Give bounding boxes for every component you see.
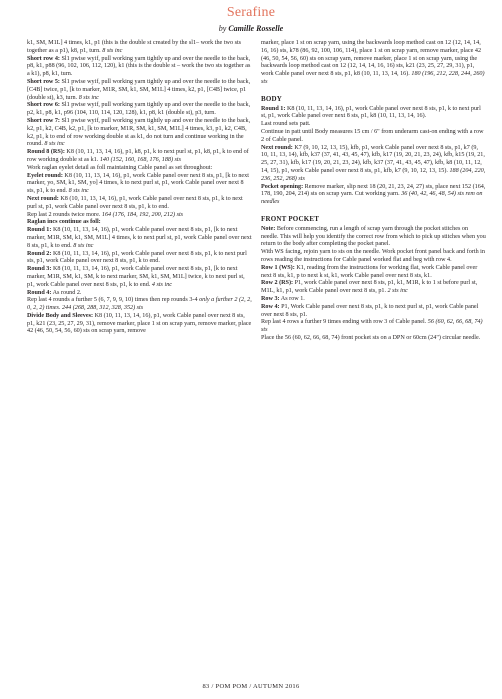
instruction-text: P1, Work Cable panel over next 8 sts, p1, k to next purl st, p1, work Cable panel over next 8 sts, p1. bbox=[261, 303, 479, 318]
stitch-count-note: 36 (40, 42, 46, 48, 54) sts rem on needles bbox=[261, 191, 483, 206]
instruction-text: Continue in patt until Body measures 15 cm / 6" from underarm cast-on ending with a row 2 of Cable panel. bbox=[261, 128, 484, 143]
instruction-label: Short row 5: bbox=[27, 78, 60, 85]
instruction-paragraph bbox=[261, 335, 486, 343]
instruction-label: Row 4: bbox=[261, 303, 280, 310]
instruction-text: K7 (9, 10, 12, 13, 15), kfb, p1, work Cable panel over next 8 sts, p1, k7 (9, 10, 11, 13, 14), kfb, k37 (37, 41, 43, 45, 47), kfb, k17 (19, 20, 21, 23, 24), kfb, k15 (19, 21, 25, 27, 31), kfb, k17 (19, 20, 21, 23, 24), kfb, k37 (37, 41, 43, 45, 47), kfb, k8 (10, 11, 12, 14, 15), p1, work Cable panel over next 8 sts, p1, kfb, k7 (9, 10, 12, 13, 15). bbox=[261, 144, 485, 174]
instruction-paragraph bbox=[27, 165, 252, 173]
instruction-text: K8 (10, 11, 13, 14, 16), p1, work Cable panel over next 8 sts, p1, [k to next marker, M1R, SM, k1, SM, M1L] 4 times, k to next purl st, p1, work Cable panel over next 8 sts, p1, k to end. bbox=[27, 227, 252, 249]
instruction-label: Eyelet round: bbox=[27, 172, 63, 179]
instruction-paragraph bbox=[27, 40, 252, 56]
instruction-paragraph bbox=[27, 313, 252, 336]
instruction-text: K8 (10, 11, 13, 14, 16), p1, work Cable panel over next 8 sts, p1, k to next purl st, p1, work Cable panel over next 8 sts, p1, k8 (10, 11, 13, 14, 16). bbox=[261, 105, 481, 120]
instruction-text: Sl1 pwise wyif, pull working yarn tightly up and over the needle to the back, [C4B] twice, p1, [k to marker, M1R, SM, k1, SM, M1L] 4 times, k2, p1, [C4B] twice, p1 (double st), k3, turn. bbox=[27, 78, 251, 101]
pattern-byline bbox=[0, 24, 502, 33]
instruction-paragraph bbox=[261, 184, 486, 207]
instruction-label: Next round: bbox=[261, 144, 293, 151]
right-column-continuation bbox=[261, 40, 486, 87]
instruction-paragraph bbox=[27, 212, 252, 220]
instruction-text: Sl1 pwise wyif, pull working yarn tightly up and over the needle to the back, k2, p1, k2, C4B, k2, p1, [k to marker, M1R, SM, k1, SM, M1L] 4 times, k3, p1, k2, C4B, k2, p1, k to end of row working double st as k1, do not turn and continue working in the round. bbox=[27, 117, 251, 148]
stitch-count-note: 140 (152, 160, 168, 176, 188) sts bbox=[99, 156, 182, 163]
stitch-count-note: 8 sts inc bbox=[68, 188, 89, 195]
instruction-text: K8 (10, 11, 13, 14, 16), p1, work Cable panel over next 8 sts, p1, [k to next marker, M1R, SM, k1, SM, k to next marker, SM, k1, SM, M1L] twice, k to next purl st, p1, work Cable panel over next 8 sts, p1, k to end. bbox=[27, 266, 245, 288]
stitch-count-note: 8 sts inc bbox=[78, 94, 99, 101]
instruction-label: Note: bbox=[261, 225, 276, 232]
section-heading-front-pocket: FRONT POCKET bbox=[261, 214, 320, 223]
instruction-paragraph bbox=[261, 145, 486, 184]
instruction-paragraph bbox=[27, 79, 252, 102]
instruction-paragraph bbox=[261, 40, 486, 87]
instruction-paragraph bbox=[27, 251, 252, 267]
instruction-text: With WS facing, rejoin yarn to sts on the needle. Work pocket front panel back and forth in rows reading the instructions for Cable panel worked flat and beg with row 4. bbox=[261, 249, 485, 263]
front-pocket-section bbox=[261, 226, 486, 343]
stitch-count-note: 8 sts inc bbox=[73, 242, 94, 249]
instruction-paragraph bbox=[27, 227, 252, 250]
instruction-label: Pocket opening: bbox=[261, 183, 304, 190]
instruction-paragraph bbox=[261, 106, 486, 122]
instruction-paragraph bbox=[261, 129, 486, 145]
instruction-text: Last round sets patt. bbox=[261, 121, 311, 128]
instruction-label: Round 8 (RS): bbox=[27, 149, 65, 156]
instruction-text: K1, reading from the instructions for working flat, work Cable panel over next 8 sts, k1, p to next k st, k1, work Cable panel over next 8 sts, k1. bbox=[261, 264, 478, 279]
stitch-count-note: 188 (204, 220, 236, 252, 268) sts bbox=[261, 167, 486, 182]
stitch-count-note: 2 sts inc bbox=[387, 288, 408, 295]
instruction-paragraph bbox=[261, 249, 486, 265]
instruction-text: Before commencing, run a length of scrap yarn through the pocket stitches on needle. This will help you identify the correct row from which to pick up stitches when you return to the body after completing the pocket panel. bbox=[261, 225, 486, 248]
left-column bbox=[27, 40, 252, 336]
instruction-text: Place the 56 (60, 62, 66, 68, 74) front pocket sts on a DPN or 60cm (24") circular needle. bbox=[261, 334, 481, 341]
instruction-text: Sl1 pwise wyif, pull working yarn tightly up and over the needle to the back, p2, k1, p8, k1, p96 (104, 110, 114, 120, 128), k1, p8, k1 (double st), p3, turn. bbox=[27, 102, 251, 117]
instruction-text: Rep last 4 rows a further 9 times ending with row 3 of Cable panel. bbox=[261, 319, 428, 326]
stitch-count-note: 8 sts inc bbox=[102, 47, 123, 54]
stitch-count-note: 56 (60, 62, 66, 68, 74) sts bbox=[261, 319, 483, 334]
instruction-text: K8 (10, 11, 13, 14, 16), p1, work Cable panel over next 8 sts, p1, k to next purl sts, p1, work Cable panel over next 8 sts, p1, k to end. bbox=[27, 250, 247, 265]
instruction-label: Round 1: bbox=[261, 105, 286, 112]
instruction-text: K8 (10, 11, 13, 14, 16), p1, work Cable panel over next 8 sts, p1, k to next purl st, p1, work Cable panel over next 8 sts, p1, k to end. bbox=[27, 195, 243, 210]
instruction-text: Rep last 4 rounds a further 5 (6, 7, 9, 9, 10) times then rep rounds 3-4 bbox=[27, 297, 200, 304]
instruction-paragraph bbox=[27, 102, 252, 118]
instruction-label: Round 2: bbox=[27, 250, 52, 257]
body-section bbox=[261, 106, 486, 207]
instruction-label: Row 3: bbox=[261, 295, 280, 302]
instruction-paragraph bbox=[27, 219, 252, 227]
stitch-count-note: 164 (176, 184, 192, 200, 212) sts bbox=[101, 211, 184, 218]
instruction-paragraph bbox=[261, 226, 486, 249]
instruction-paragraph bbox=[27, 196, 252, 212]
instruction-text: K8 (10, 11, 13, 14, 16), p1, work Cable panel over next 8 sts, p1, k21 (23, 25, 27, 29, 31), remove marker, place 1 st on scrap yarn, remove marker, place 42 (46, 50, 54, 56, 60) sts on scrap yarn, remove bbox=[27, 312, 252, 335]
instruction-label: Short row 4: bbox=[27, 55, 60, 62]
instruction-label: Round 1: bbox=[27, 227, 52, 234]
instruction-paragraph bbox=[261, 280, 486, 296]
stitch-count-note: 180 (196, 212, 228, 244, 260) sts bbox=[261, 71, 485, 85]
instruction-paragraph bbox=[261, 319, 486, 335]
byline-prefix: by bbox=[218, 24, 227, 33]
instruction-paragraph bbox=[27, 266, 252, 289]
instruction-text: K8 (10, 11, 13, 14, 16), p1, work Cable panel over next 8 sts, p1, [k to next marker, yo, SM, k1, SM, yo] 4 times, k to next purl st, p1, work Cable panel over next 8 sts, p1, k to end. bbox=[27, 172, 249, 195]
instruction-text: P1, work Cable panel over next 8 sts, p1, k1, M1R, k to 1 st before purl st, M1L, k1, p1, work Cable panel over next 8 sts, p1. bbox=[261, 280, 478, 295]
pattern-title: Serafine bbox=[226, 5, 276, 20]
instruction-label: Row 1 (WS): bbox=[261, 264, 295, 271]
instruction-text: Remove marker, slip next 18 (20, 21, 23, 24, 27) sts, place next 152 (164, 178, 190, 204, 214) sts on scrap yarn. Cut working yarn. bbox=[261, 183, 486, 198]
instruction-label: Round 4: bbox=[27, 289, 52, 296]
instruction-text: Rep last 2 rounds twice more. bbox=[27, 211, 102, 218]
instruction-text: k1, SM, M1L] 4 times, k1, p1 (this is the double st created by the sl1– work the two sts together as a p1), k8, p1, turn. bbox=[27, 40, 242, 54]
instruction-label: Short row 6: bbox=[27, 102, 60, 109]
instruction-paragraph bbox=[27, 173, 252, 196]
instruction-paragraph bbox=[261, 296, 486, 304]
author-name: Camille Rosselle bbox=[228, 24, 284, 33]
instruction-label: Raglan incs continue as foll: bbox=[27, 219, 101, 226]
stitch-count-note: only a further 2 (2, 2, 0, 2, 2) times. 244 (268, 288, 312, 328, 352) sts bbox=[27, 297, 252, 312]
page-footer: 83 / POM POM / AUTUMN 2016 bbox=[202, 683, 300, 690]
instruction-text: Work raglan eyelet detail as foll maintaining Cable panel as set throughout: bbox=[27, 164, 213, 171]
stitch-count-note: 8 sts inc bbox=[44, 141, 65, 148]
stitch-count-note: 4 sts inc bbox=[151, 281, 172, 288]
instruction-text: K8 (10, 11, 13, 14, 16), p1, k8, p1, k to next purl st, p1, k8, p1, k to end of row working double st as k1. bbox=[27, 149, 249, 163]
instruction-paragraph bbox=[27, 56, 252, 79]
instruction-label: Next round: bbox=[27, 195, 59, 202]
instruction-paragraph bbox=[27, 118, 252, 149]
instruction-text: As round 2. bbox=[51, 289, 82, 296]
instruction-text: As row 1. bbox=[279, 295, 305, 302]
instruction-text: Sl1 pwise wyif, pull working yarn tightly up and over the needle to the back, p8, k1, p88 (96, 102, 106, 112, 120), k1 (this is the double st – work the two sts together as a k1), p8, k1, turn. bbox=[27, 55, 251, 78]
instruction-label: Divide Body and Sleeves: bbox=[27, 312, 94, 319]
instruction-label: Round 3: bbox=[27, 266, 52, 273]
instruction-text: marker, place 1 st on scrap yarn, using the backwards loop method cast on 12 (12, 14, 14, 16, 16) sts, k78 (86, 92, 100, 106, 114), place 1 st on scrap yarn, remove marker, place 42 (46, 50, 54, 56, 60) sts on scrap yarn, remove marker, place 1 st on scrap yarn, using the backwards loop method cast on 12 (12, 14, 14, 16, 16) sts, k21 (23, 25, 27, 29, 31), p1, work Cable panel over next 8 sts, p1, k8 (10, 11, 13, 14, 16). bbox=[261, 40, 482, 78]
instruction-paragraph bbox=[27, 149, 252, 165]
instruction-paragraph bbox=[261, 304, 486, 320]
right-column bbox=[261, 40, 486, 343]
section-heading-body: BODY bbox=[261, 94, 283, 103]
instruction-paragraph bbox=[261, 265, 486, 281]
instruction-label: Short row 7: bbox=[27, 117, 60, 124]
instruction-label: Row 2 (RS): bbox=[261, 280, 294, 287]
instruction-paragraph bbox=[27, 297, 252, 313]
instruction-paragraph bbox=[261, 121, 486, 129]
